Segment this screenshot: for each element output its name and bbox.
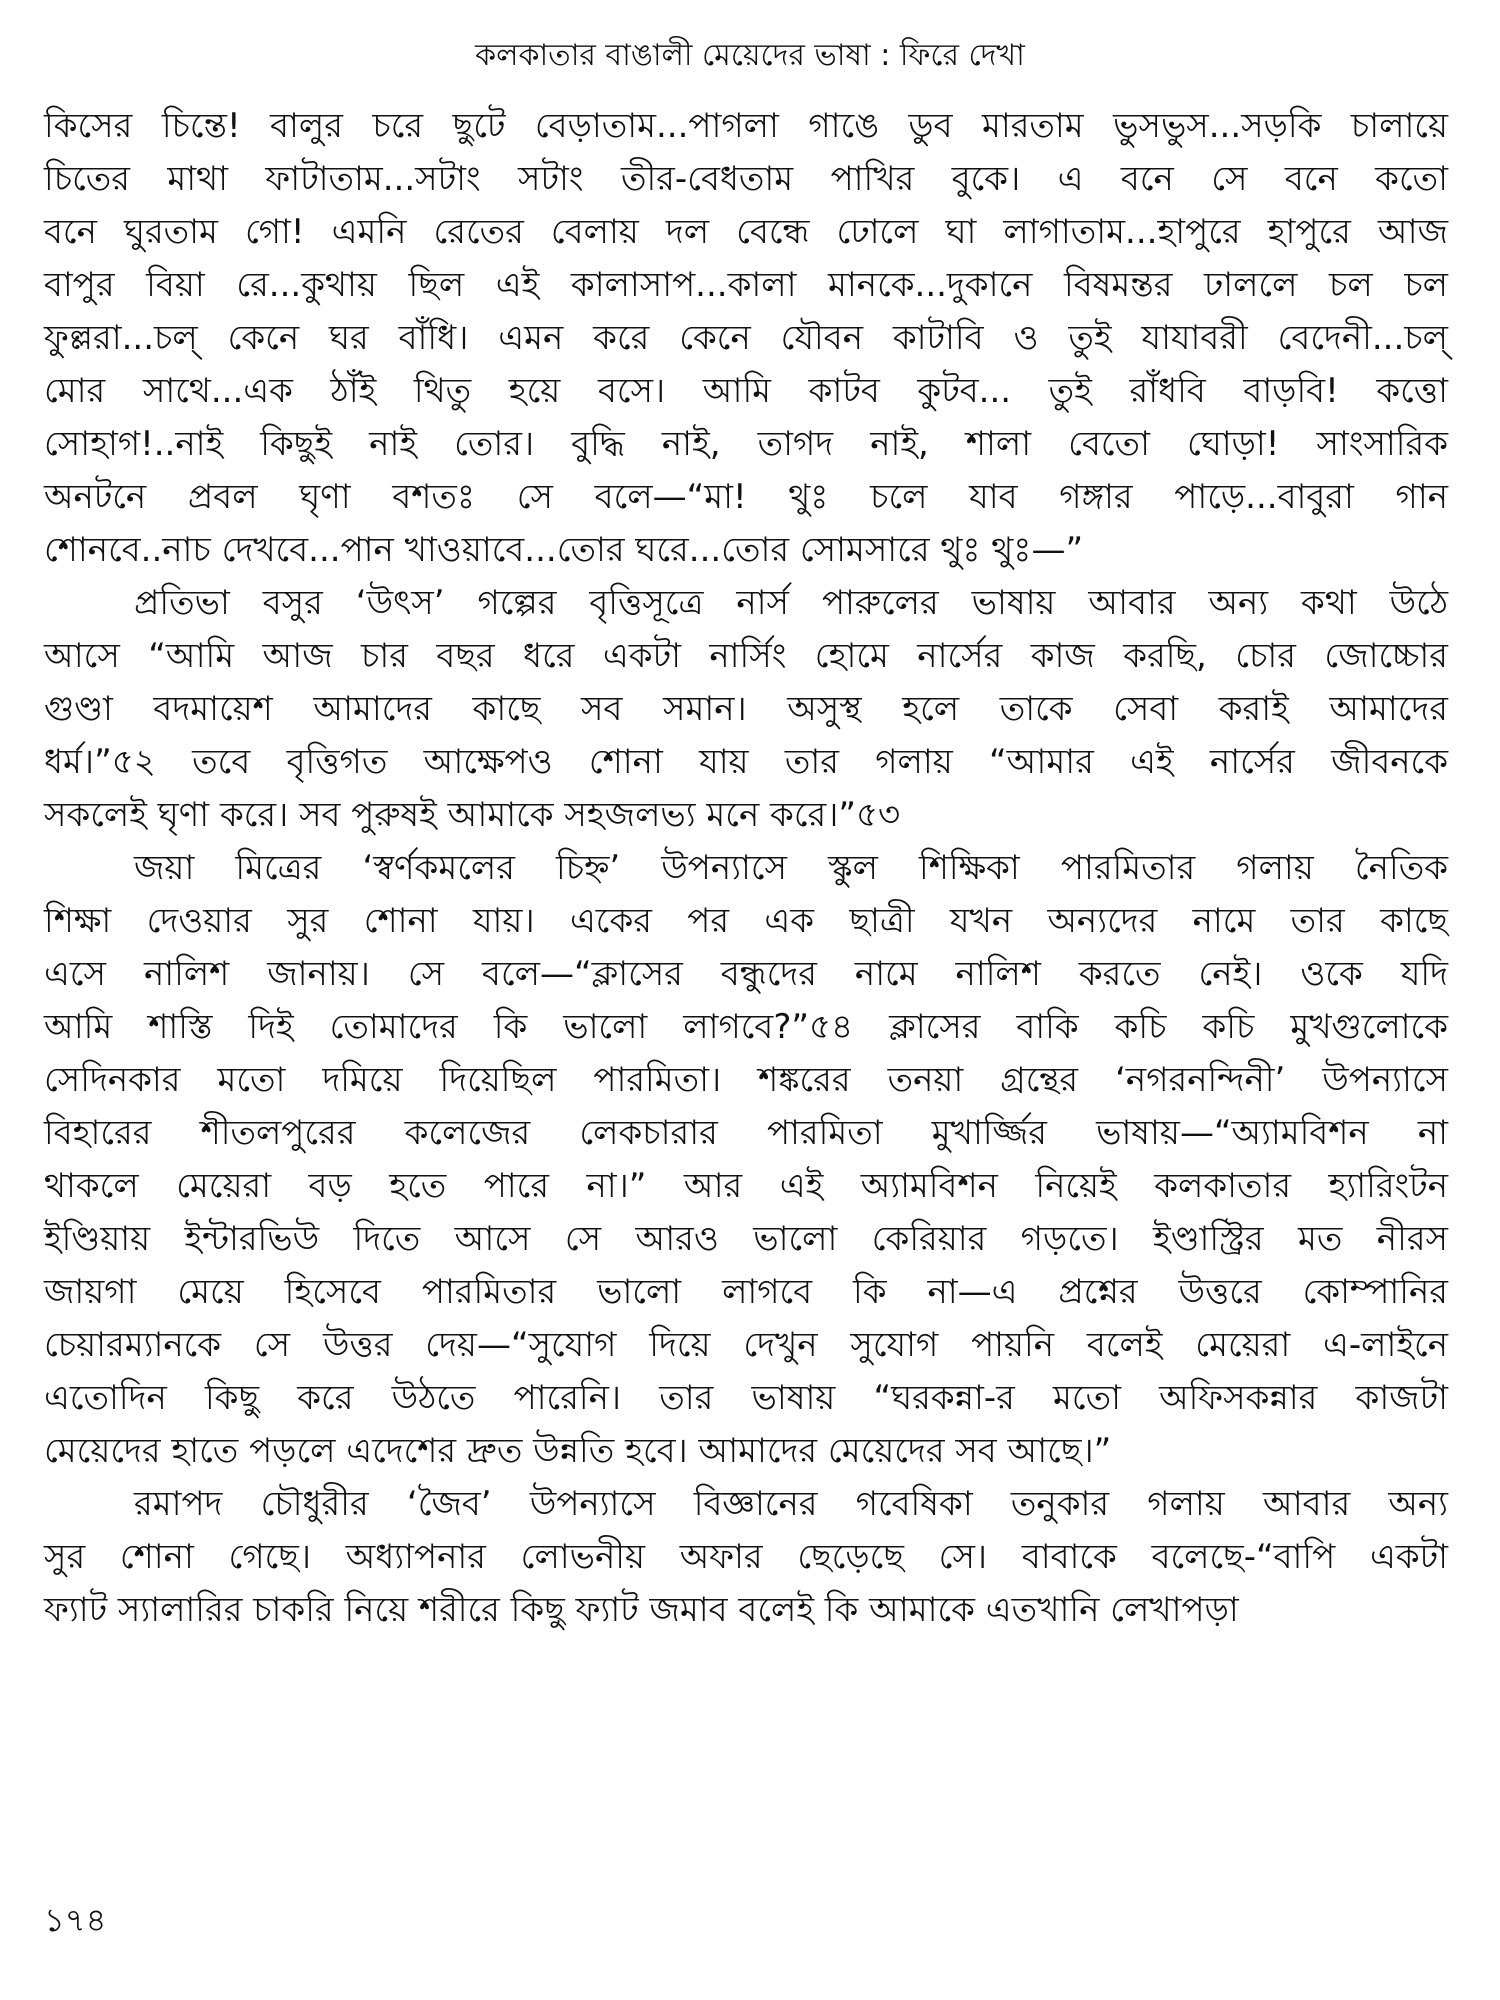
text-line: এসে নালিশ জানায়। সে বলে—“ক্লাসের বন্ধুদের নামে নালিশ করতে নেই। ওকে যদি xyxy=(44,954,1448,994)
text-line: বনে ঘুরতাম গো! এমনি রেতের বেলায় দল বেন্ধে ঢোলে ঘা লাগাতাম...হাপুরে হাপুরে আজ xyxy=(44,212,1448,252)
paragraph xyxy=(44,1478,1448,1637)
body-text xyxy=(44,100,1448,1637)
text-line: প্রতিভা বসুর ‘উৎস’ গল্পের বৃত্তিসূত্রে নার্স পারুলের ভাষায় আবার অন্য কথা উঠে xyxy=(134,583,1448,623)
text-line: বিহারের শীতলপুরের কলেজের লেকচারার পারমিতা মুখার্জ্জির ভাষায়—“অ্যামবিশন না xyxy=(44,1113,1448,1153)
text-line: ইণ্ডিয়ায় ইন্টারভিউ দিতে আসে সে আরও ভালো কেরিয়ার গড়তে। ইণ্ডাস্ট্রির মত নীরস xyxy=(44,1219,1448,1259)
paragraph xyxy=(44,577,1448,842)
text-line: ফ্যাট স্যালারির চাকরি নিয়ে শরীরে কিছু ফ্যাট জমাব বলেই কি আমাকে এতখানি লেখাপড়া xyxy=(44,1590,1239,1630)
text-line: এতোদিন কিছু করে উঠতে পারেনি। তার ভাষায় “ঘরকন্না-র মতো অফিসকন্নার কাজটা xyxy=(44,1378,1448,1418)
text-line: শিক্ষা দেওয়ার সুর শোনা যায়। একের পর এক ছাত্রী যখন অন্যদের নামে তার কাছে xyxy=(44,901,1448,941)
page-number: ১৭৪ xyxy=(44,1901,107,1939)
text-line: মোর সাথে...এক ঠাঁই থিতু হয়ে বসে। আমি কাটব কুটব... তুই রাঁধবি বাড়বি! কত্তো xyxy=(44,371,1448,411)
text-line: চিতের মাথা ফাটাতাম...সটাং সটাং তীর-বেধতাম পাখির বুকে। এ বনে সে বনে কতো xyxy=(44,159,1448,199)
text-line: রমাপদ চৌধুরীর ‘জৈব’ উপন্যাসে বিজ্ঞানের গবেষিকা তনুকার গলায় আবার অন্য xyxy=(134,1484,1448,1524)
text-line: থাকলে মেয়েরা বড় হতে পারে না।” আর এই অ্যামবিশন নিয়েই কলকাতার হ্যারিংটন xyxy=(44,1166,1448,1206)
text-line: জায়গা মেয়ে হিসেবে পারমিতার ভালো লাগবে কি না—এ প্রশ্নের উত্তরে কোম্পানির xyxy=(44,1272,1448,1312)
text-line: জয়া মিত্রের ‘স্বর্ণকমলের চিহ্ন’ উপন্যাসে স্কুল শিক্ষিকা পারমিতার গলায় নৈতিক xyxy=(134,848,1448,888)
running-header: কলকাতার বাঙালী মেয়েদের ভাষা : ফিরে দেখা xyxy=(475,38,1025,73)
text-line: সোহাগ!..নাই কিছুই নাই তোর। বুদ্ধি নাই, তাগদ নাই, শালা বেতো ঘোড়া! সাংসারিক xyxy=(44,424,1448,464)
text-line: চেয়ারম্যানকে সে উত্তর দেয়—“সুযোগ দিয়ে দেখুন সুযোগ পায়নি বলেই মেয়েরা এ-লাইনে xyxy=(44,1325,1448,1365)
paragraph xyxy=(44,842,1448,1478)
text-line: বাপুর বিয়া রে...কুথায় ছিল এই কালাসাপ...কালা মানকে...দুকানে বিষমন্তর ঢাললে চল চল xyxy=(44,265,1448,305)
text-line: আসে “আমি আজ চার বছর ধরে একটা নার্সিং হোমে নার্সের কাজ করছি, চোর জোচ্চোর xyxy=(44,636,1448,676)
text-line: ধর্ম।”৫২ তবে বৃত্তিগত আক্ষেপও শোনা যায় তার গলায় “আমার এই নার্সের জীবনকে xyxy=(44,742,1448,782)
text-line: শোনবে..নাচ দেখবে...পান খাওয়াবে...তোর ঘরে...তোর সোমসারে থুঃ থুঃ—” xyxy=(44,530,1084,570)
text-line: সেদিনকার মতো দমিয়ে দিয়েছিল পারমিতা। শঙ্করের তনয়া গ্রন্থের ‘নগরনন্দিনী’ উপন্যাসে xyxy=(44,1060,1448,1100)
text-line: আমি শাস্তি দিই তোমাদের কি ভালো লাগবে?”৫৪ ক্লাসের বাকি কচি কচি মুখগুলোকে xyxy=(44,1007,1448,1047)
text-line: মেয়েদের হাতে পড়লে এদেশের দ্রুত উন্নতি হবে। আমাদের মেয়েদের সব আছে।” xyxy=(44,1431,1112,1471)
text-line: অনটনে প্রবল ঘৃণা বশতঃ সে বলে—“মা! থুঃ চলে যাব গঙ্গার পাড়ে...বাবুরা গান xyxy=(44,477,1448,517)
text-line: কিসের চিন্তে! বালুর চরে ছুটে বেড়াতাম...পাগলা গাঙে ডুব মারতাম ভুসভুস...সড়কি চালায়ে xyxy=(44,106,1448,146)
text-line: সুর শোনা গেছে। অধ্যাপনার লোভনীয় অফার ছেড়েছে সে। বাবাকে বলেছে-“বাপি একটা xyxy=(44,1537,1448,1577)
text-line: ফুল্লরা...চল্ কেনে ঘর বাঁধি। এমন করে কেনে যৌবন কাটাবি ও তুই যাযাবরী বেদেনী...চল্ xyxy=(44,318,1448,358)
paragraph xyxy=(44,100,1448,577)
text-line: সকলেই ঘৃণা করে। সব পুরুষই আমাকে সহজলভ্য মনে করে।”৫৩ xyxy=(44,795,901,835)
text-line: গুণ্ডা বদমায়েশ আমাদের কাছে সব সমান। অসুস্থ হলে তাকে সেবা করাই আমাদের xyxy=(44,689,1448,729)
